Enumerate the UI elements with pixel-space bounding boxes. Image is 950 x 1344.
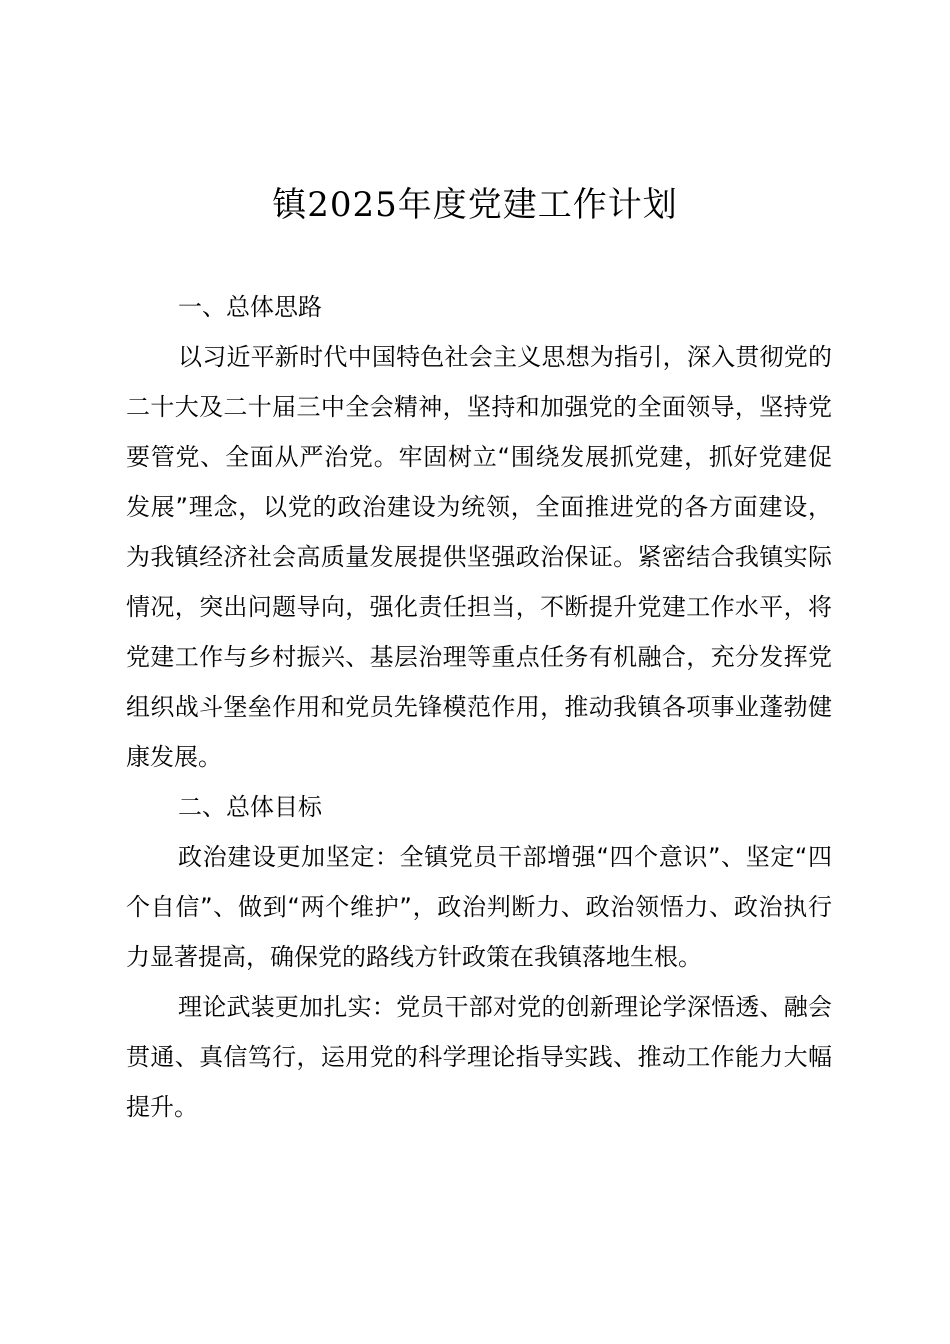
paragraph-political-construction: 政治建设更加坚定：全镇党员干部增强“四个意识”、坚定“四个自信”、做到“两个维护”，政治判断力、政治领悟力、政治执行力显著提高，确保党的路线方针政策在我镇落地生根。 [126, 843, 832, 971]
page-title: 镇2025年度党建工作计划 [272, 185, 678, 225]
document-body [126, 282, 832, 1132]
section-heading-overall-approach: 一、总体思路 [178, 293, 322, 321]
paragraph-theoretical-armament: 理论武装更加扎实：党员干部对党的创新理论学深悟透、融会贯通、真信笃行，运用党的科学理论指导实践、推动工作能力大幅提升。 [126, 993, 832, 1121]
paragraph-overall-approach: 以习近平新时代中国特色社会主义思想为指引，深入贯彻党的二十大及二十届三中全会精神，坚持和加强党的全面领导，坚持党要管党、全面从严治党。牢固树立“围绕发展抓党建，抓好党建促发展”理念，以党的政治建设为统领，全面推进党的各方面建设，为我镇经济社会高质量发展提供坚强政治保证。紧密结合我镇实际情况，突出问题导向，强化责任担当，不断提升党建工作水平，将党建工作与乡村振兴、基层治理等重点任务有机融合，充分发挥党组织战斗堡垒作用和党员先锋模范作用，推动我镇各项事业蓬勃健康发展。 [126, 343, 832, 771]
section-heading-overall-goals: 二、总体目标 [178, 793, 322, 821]
